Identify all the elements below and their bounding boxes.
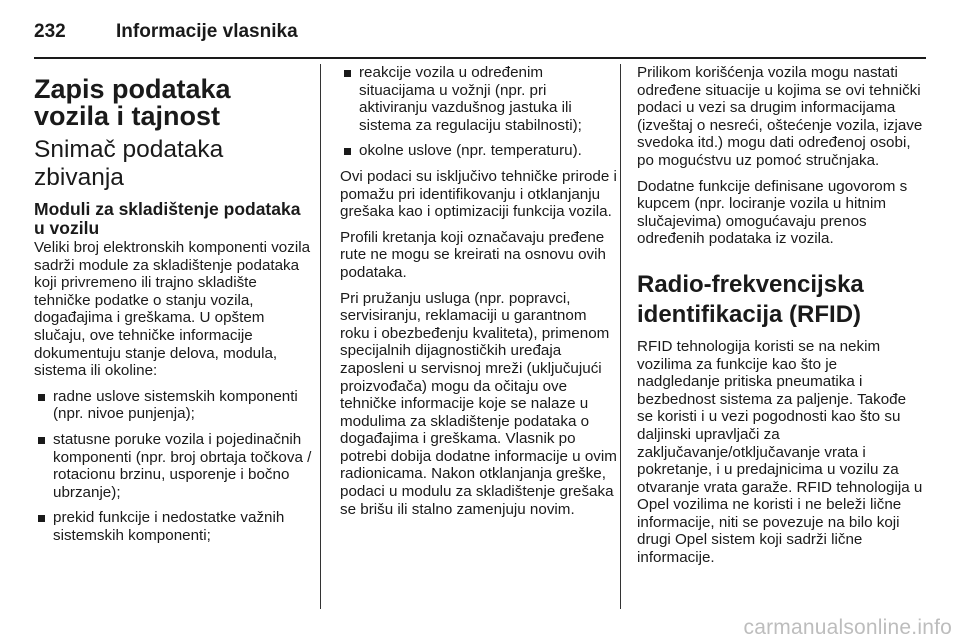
list-item: prekid funkcije i nedostatke važnih sistemskih komponenti;: [34, 509, 312, 544]
paragraph: Dodatne funkcije definisane ugovorom s kupcem (npr. lociranje vozila u hitnim slučajevima) omogućavaju prenos određenih podataka iz vozila.: [637, 177, 908, 248]
header-rule: [34, 57, 926, 59]
paragraph: Prilikom korišćenja vozila mogu nastati određene situacije u kojima se ovi tehnički podaci u vezi sa drugim informacijama (izveštaj o nesreći, oštećenje vozila, izjave svedoka itd.) mogu dati određenoj osobi, po mogućstvu uz pomoć stručnjaka.: [637, 64, 923, 169]
column-3: [637, 64, 923, 575]
section-title: Snimač podataka zbivanja: [34, 136, 224, 191]
paragraph: Pri pružanju usluga (npr. popravci, servisiranju, reklamaciji u garantnom roku i obezbeđenju kvaliteta), primenom specijalnih dijagnostičkih uređaja zaposleni u servisnoj mreži (uključujući proizvođača) mogu da očitaju ove tehničke informacije koje se nalaze u modulima za skladištenje podataka o događajima i greškama. Vlasnik po potrebi dobija dodatne informacije u ovim radionicama. Nakon otklanjanja greške, podaci u modulu za skladištenje grešaka se brišu ili stalno zamenjuju novim.: [340, 289, 617, 518]
chapter-title: Zapis podataka vozila i tajnost: [34, 74, 231, 131]
page-number: 232: [34, 21, 66, 42]
paragraph: Ovi podaci su isključivo tehničke prirode i pomažu pri identifikovanju i otklanjanju grešaka kao i optimizaciji funkcija vozila.: [340, 167, 617, 221]
rfid-title: Radio-frekvencijska identifikacija (RFID): [637, 270, 864, 328]
bullet-list-2: [340, 64, 618, 160]
running-title: Informacije vlasnika: [116, 21, 298, 42]
column-divider: [320, 64, 321, 609]
subsection-title: Moduli za skladištenje podataka u vozilu: [34, 199, 301, 238]
column-divider: [620, 64, 621, 609]
watermark: carmanualsonline.info: [743, 616, 952, 639]
page-header: [34, 17, 926, 47]
list-item: okolne uslove (npr. temperaturu).: [340, 142, 618, 160]
paragraph: Profili kretanja koji označavaju pređene rute ne mogu se kreirati na osnovu ovih podataka.: [340, 228, 606, 281]
list-item: reakcije vozila u određenim situacijama u vožnji (npr. pri aktiviranju vazdušnog jastuka ili sistema za regulaciju stabilnosti);: [340, 64, 618, 134]
rfid-paragraph: RFID tehnologija koristi se na nekim vozilima za funkcije kao što je nadgledanje pritiska pneumatika i bezbednost sistema za paljenje. Takođe se koristi i u vezi pogodnosti kao što su daljinski upravljači za zaključavanje/otključavanje vrata i pokretanje, i u predajnicima u vozilu za otvaranje vrata garaže. RFID tehnologija u Opel vozilima ne koristi i ne beleži lične informacije, niti se povezuje na bilo koji drugi Opel sistem koji sadrži lične informacije.: [637, 337, 923, 567]
intro-paragraph: Veliki broj elektronskih komponenti vozila sadrži module za skladištenje podataka koji privremeno ili trajno skladište tehničke podatke o stanju vozila, događajima i greškama. U opštem slučaju, ove tehničke informacije dokumentuju stanje delova, modula, sistema ili okoline:: [34, 239, 311, 380]
column-2: [340, 64, 618, 526]
column-1: [34, 64, 312, 553]
list-item: radne uslove sistemskih komponenti (npr. nivoe punjenja);: [34, 388, 312, 423]
list-item: statusne poruke vozila i pojedinačnih komponenti (npr. broj obrtaja točkova / rotacionu brzinu, usporenje i bočno ubrzanje);: [34, 431, 312, 501]
bullet-list-1: [34, 388, 312, 545]
